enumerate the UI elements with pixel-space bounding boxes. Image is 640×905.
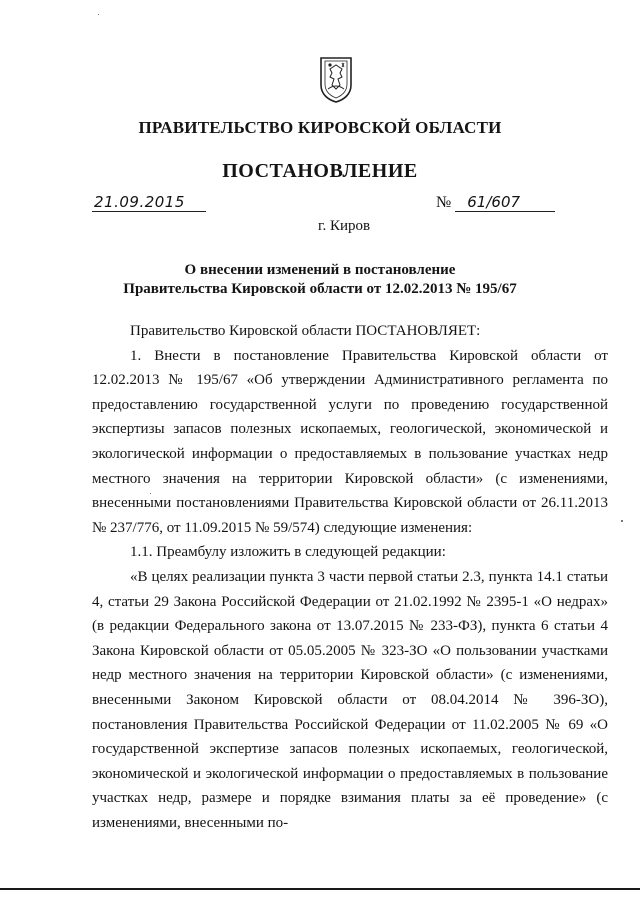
document-number [436,193,555,212]
document-subject [0,261,640,299]
document-body [92,319,608,835]
number-sign: № [436,194,452,211]
bottom-rule [0,888,640,890]
body-paragraph-1: Правительство Кировской области ПОСТАНОВЛЯЕТ: [130,323,481,339]
city-name: г. Киров [318,218,371,234]
subject-line-2: Правительства Кировской области от 12.02.2013 № 195/67 [123,281,517,297]
subject-line-1: О внесении изменений в постановление [184,262,456,278]
scan-speck [621,520,623,522]
scan-speck [150,493,151,494]
coat-of-arms-icon [318,55,354,103]
scan-speck [98,14,99,15]
government-name: ПРАВИТЕЛЬСТВО КИРОВСКОЙ ОБЛАСТИ [138,118,502,137]
body-paragraph-3: 1.1. Преамбулу изложить в следующей редакции: [130,544,446,561]
document-type-title: ПОСТАНОВЛЕНИЕ [222,160,418,182]
body-paragraph-2: 1. Внести в постановление Правительства Кировской области от 12.02.2013 № 195/67 «Об утверждении Административного регламента по предоставлению государственной услуги по проведению государственной экспертизы запасов полезных ископаемых, геологической, экономической и экологической информации о предоставляемых в пользование участках недр местного значения на территории Кировской области» (с изменениями, внесенными постановлениями Правительства Кировской области от 26.11.2013 № 237/776, от 11.09.2015 № 59/574) следующие изменения: [92,347,608,536]
body-paragraph-4: «В целях реализации пункта 3 части первой статьи 2.3, пункта 14.1 статьи 4, статьи 29 Закона Российской Федерации от 21.02.1992 № 2395-1 «О недрах» (в редакции Федерального закона от 13.07.2015 № 233-ФЗ), пункта 6 статьи 4 Закона Кировской области от 05.05.2005 № 323-ЗО «О пользовании участками недр местного значения на территории Кировской области» (с изменениями, внесенными Законом Кировской области от 08.04.2014 № 396-ЗО), постановления Правительства Российской Федерации от 11.02.2005 № 69 «О государственной экспертизе запасов полезных ископаемых, геологической, экономической и экологической информации о предоставляемых в пользование участках недр, размере и порядке взимания платы за её проведение» (с изменениями, внесенными по- [92,568,608,831]
document-number-value: 61/607 [455,193,555,212]
document-date: 21.09.2015 [92,193,206,212]
